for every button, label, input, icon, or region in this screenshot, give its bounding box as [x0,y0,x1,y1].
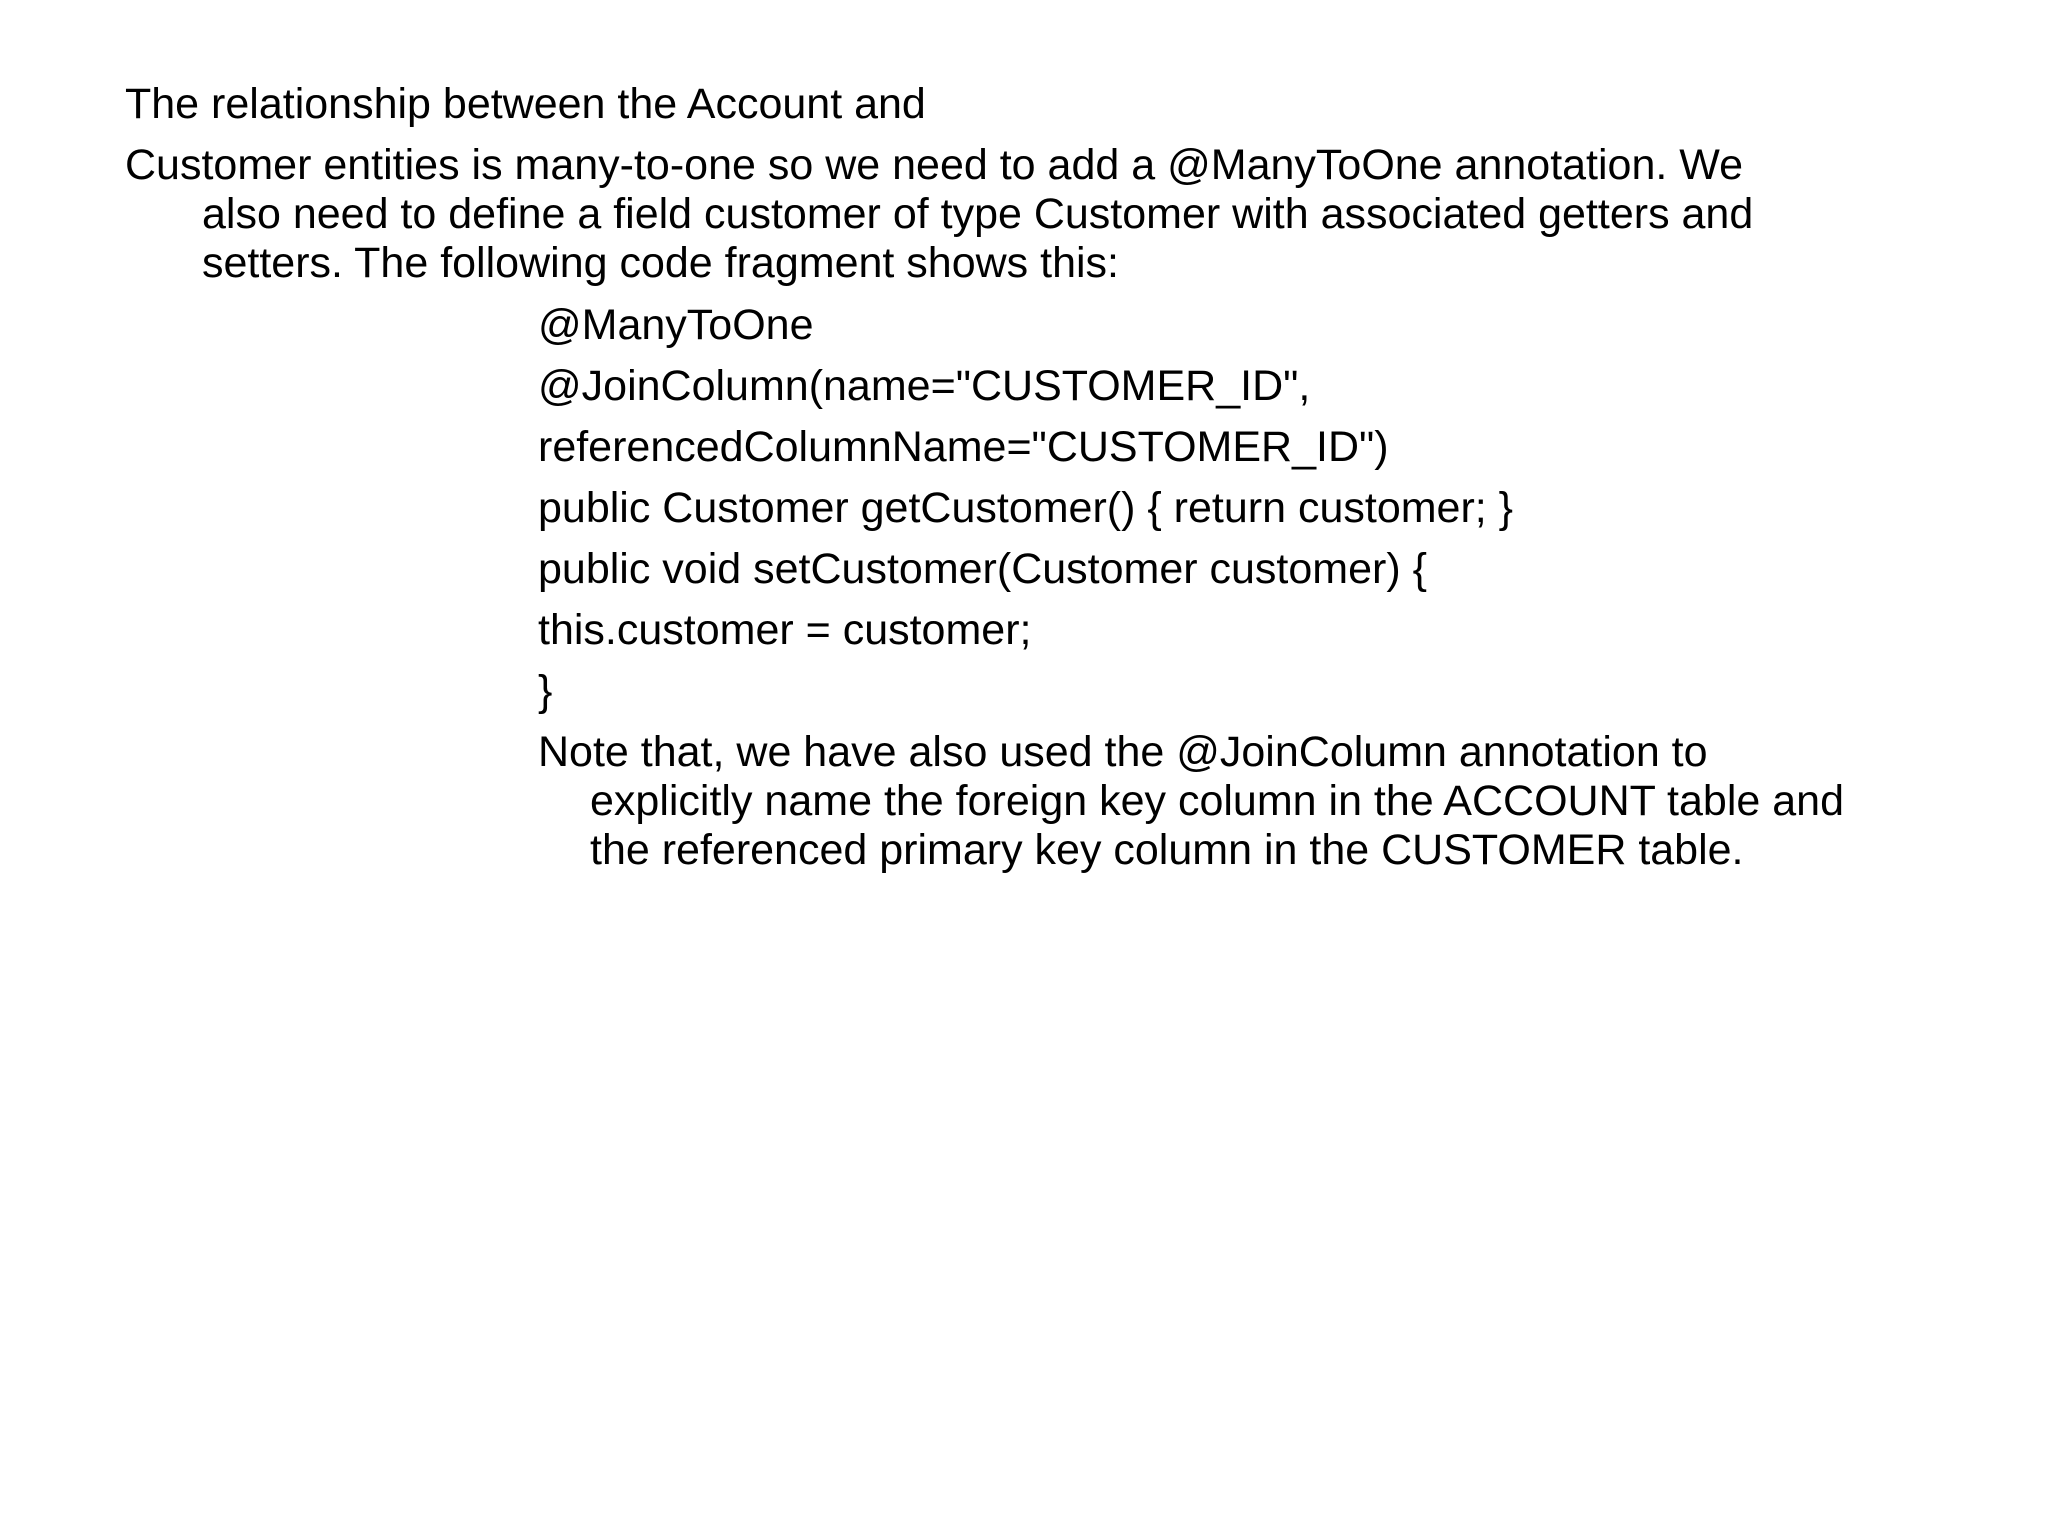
paragraph-line-1: Customer entities is many-to-one so we need to add a @ManyToOne annotation. We [125,141,1744,189]
intro-line: The relationship between the Account and [125,80,926,128]
code-line-joincolumn: @JoinColumn(name="CUSTOMER_ID", [538,362,1311,410]
code-line-annotation-manytoone: @ManyToOne [538,301,814,349]
code-line-referenced-column: referencedColumnName="CUSTOMER_ID") [538,423,1389,471]
code-line-closing-brace: } [538,667,553,715]
code-line-assignment: this.customer = customer; [538,606,1032,654]
code-line-setter: public void setCustomer(Customer customer) { [538,545,1427,593]
paragraph-line-2: also need to define a field customer of type Customer with associated getters and [202,190,1754,238]
note-line-3: the referenced primary key column in the CUSTOMER table. [590,826,1744,874]
code-line-getter: public Customer getCustomer() { return customer; } [538,484,1514,532]
note-line-1: Note that, we have also used the @JoinColumn annotation to [538,728,1708,776]
paragraph-line-3: setters. The following code fragment shows this: [202,239,1119,287]
note-line-2: explicitly name the foreign key column in the ACCOUNT table and [590,777,1844,825]
